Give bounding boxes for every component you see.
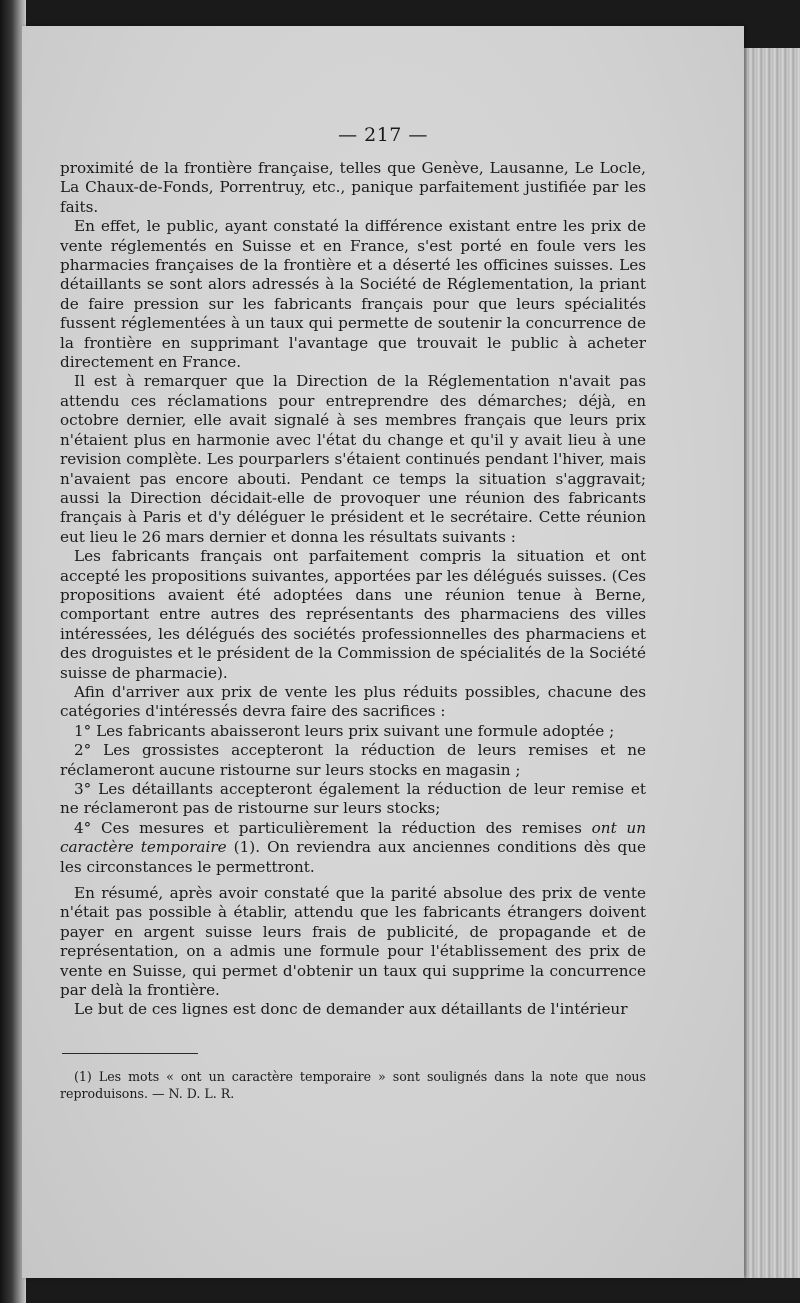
list-item-4-italic: ont un caractère temporaire [60,818,646,857]
list-item-4-start: 4° Ces mesures et particulièrement la réduction des remises [74,818,592,837]
list-item-2: 2° Les grossistes accepteront la réduction de leurs remises et ne réclameront aucune ristourne sur leurs stocks en magasin ; [60,741,646,779]
footnote-rule [62,1053,198,1054]
paragraph-3: Il est à remarquer que la Direction de la Réglementation n'avait pas attendu ces réclamations pour entreprendre des démarches; déjà, en octobre dernier, elle avait signalé à ses membres français que leurs prix n'étaient plus en harmonie avec l'état du change et qu'il y avait lieu à une revision complète. Les pourparlers s'étaient continués pendant l'hiver, mais n'avaient pas encore abouti. Pendant ce temps la situation s'aggravait; aussi la Direction décidait-elle de provoquer une réunion des fabricants français à Paris et d'y déléguer le président et le secrétaire. Cette réunion eut lieu le 26 mars dernier et donna les résultats suivants : [60,372,646,546]
page-sheet [22,26,744,1278]
paragraph-4: Les fabricants français ont parfaitement compris la situation et ont accepté les propositions suivantes, apportées par les délégués suisses. (Ces propositions avaient été adoptées dans une réunion tenue à Berne, comportant entre autres des représentants des pharmaciens des villes intéressées, les délégués des sociétés professionnelles des pharmaciens et des droguistes et le président de la Commission de spécialités de la Société suisse de pharmacie). [60,547,646,682]
page-number: — 217 — [338,124,428,146]
footnote: (1) Les mots « ont un caractère temporaire » sont soulignés dans la note que nous reproduisons. — N. D. L. R. [60,1069,646,1101]
paragraph-7: Le but de ces lignes est donc de demander aux détaillants de l'intérieur [74,1000,628,1019]
paragraph-2: En effet, le public, ayant constaté la différence existant entre les prix de vente réglementés en Suisse et en France, s'est porté en foule vers les pharmacies françaises de la frontière et a déserté les officines suisses. Les détaillants se sont alors adressés à la Société de Réglementation, la priant de faire pression sur les fabricants français pour que leurs spécialités fussent réglementées à un taux qui permette de soutenir la concurrence de la frontière en supprimant l'avantage que trouvait le public à acheter directement en France. [60,217,646,372]
list-item-3: 3° Les détaillants accepteront également la réduction de leur remise et ne réclameront pas de ristourne sur leurs stocks; [60,780,646,818]
list-item-1: 1° Les fabricants abaisseront leurs prix suivant une formule adoptée ; [74,721,615,740]
list-item-4-end: (1). On reviendra aux anciennes conditions dès que les circonstances le permettront. [60,838,646,876]
body-text [60,159,646,1020]
page-edges [740,48,800,1278]
paragraph-6: En résumé, après avoir constaté que la parité absolue des prix de vente n'était pas possible à établir, attendu que les fabricants étrangers doivent payer en argent suisse leurs frais de publicité, de propagande et de représentation, on a admis une formule pour l'établissement des prix de vente en Suisse, qui permet d'obtenir un taux qui supprime la concurrence par delà la frontière. [60,884,646,1000]
paragraph-5: Afin d'arriver aux prix de vente les plus réduits possibles, chacune des catégories d'intéressés devra faire des sacrifices : [60,682,646,721]
list-item-4 [60,819,646,877]
paragraph-1: proximité de la frontière française, telles que Genève, Lausanne, Le Locle, La Chaux-de-Fonds, Porrentruy, etc., panique parfaitement justifiée par les faits. [60,159,646,216]
